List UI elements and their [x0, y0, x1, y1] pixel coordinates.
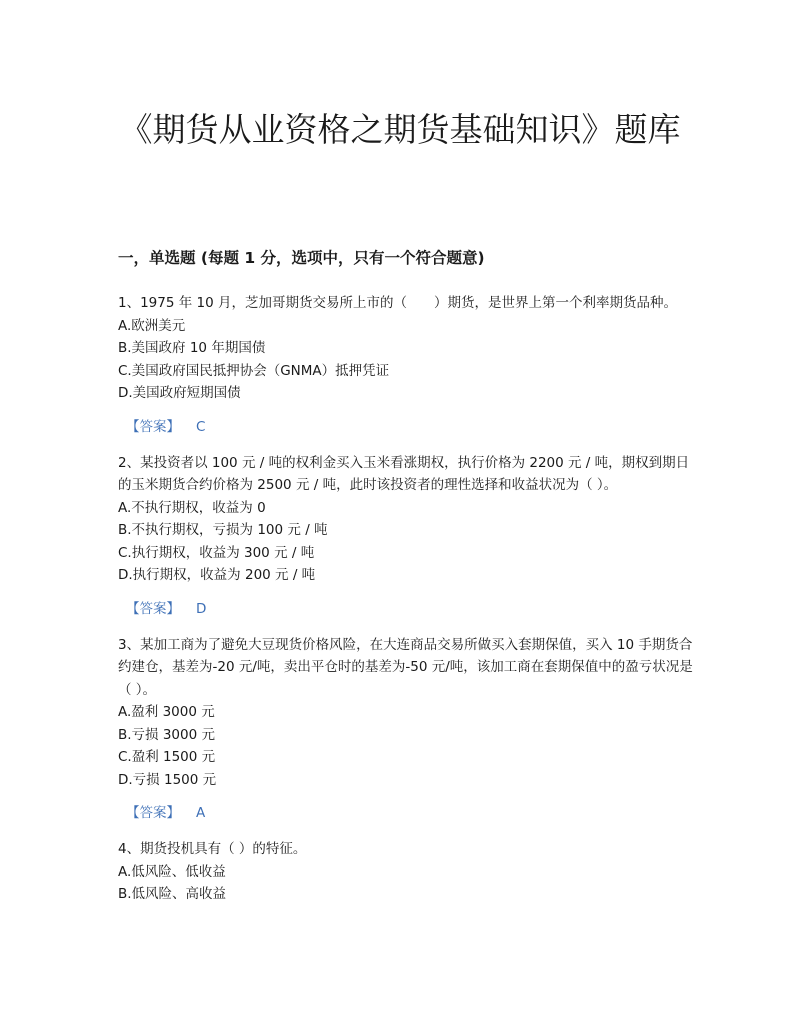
question-item	[118, 838, 698, 906]
option-item: B.美国政府 10 年期国债	[118, 340, 266, 356]
question-text: 1、1975 年 10 月，芝加哥期货交易所上市的（ ）期货，是世界上第一个利率期货品种。	[118, 295, 677, 311]
option-item: A.不执行期权，收益为 0	[118, 499, 266, 516]
document-title: 《期货从业资格之期货基础知识》题库	[119, 110, 681, 149]
option-item: A.低风险、低收益	[118, 863, 226, 880]
answer-label: 【答案】	[126, 600, 180, 617]
option-item: A.盈利 3000 元	[118, 704, 215, 720]
option-item: B.低风险、高收益	[118, 886, 227, 902]
answer-label: 【答案】	[126, 418, 180, 435]
question-text: 2、某投资者以 100 元 / 吨的权利金买入玉米看涨期权，执行价格为 2200 元 / 吨，期权到期日的玉米期货合约价格为 2500 元 / 吨，此时该投资者的理性选择和收益状况为（ ）。	[118, 454, 690, 493]
answer-line	[126, 416, 698, 438]
option-item: D.亏损 1500 元	[118, 771, 217, 788]
answer-value: C	[196, 418, 206, 435]
option-item: B.亏损 3000 元	[118, 726, 215, 743]
answer-label: 【答案】	[126, 805, 180, 821]
question-list	[118, 292, 698, 920]
question-item	[118, 292, 698, 438]
option-item: A.欧洲美元	[118, 317, 186, 334]
answer-value: A	[196, 805, 206, 821]
option-item: C.美国政府国民抵押协会（GNMA）抵押凭证	[118, 362, 390, 379]
question-text: 3、某加工商为了避免大豆现货价格风险，在大连商品交易所做买入套期保值，买入 10 手期货合约建仓，基差为-20 元/吨，卖出平仓时的基差为-50 元/吨，该加工商在套期保值中的盈亏状况是（ ）。	[118, 636, 693, 698]
question-item	[118, 634, 698, 825]
option-item: C.盈利 1500 元	[118, 749, 216, 765]
answer-line	[126, 802, 698, 824]
option-item: D.执行期权，收益为 200 元 / 吨	[118, 567, 316, 583]
option-item: B.不执行期权，亏损为 100 元 / 吨	[118, 522, 328, 538]
option-item: C.执行期权，收益为 300 元 / 吨	[118, 544, 315, 561]
answer-line	[126, 598, 698, 620]
answer-value: D	[196, 600, 207, 617]
question-text: 4、期货投机具有（ ）的特征。	[118, 841, 307, 857]
option-item: D.美国政府短期国债	[118, 385, 241, 401]
section-heading: 一，单选题 (每题 1 分，选项中，只有一个符合题意)	[118, 249, 485, 267]
question-item	[118, 452, 698, 620]
